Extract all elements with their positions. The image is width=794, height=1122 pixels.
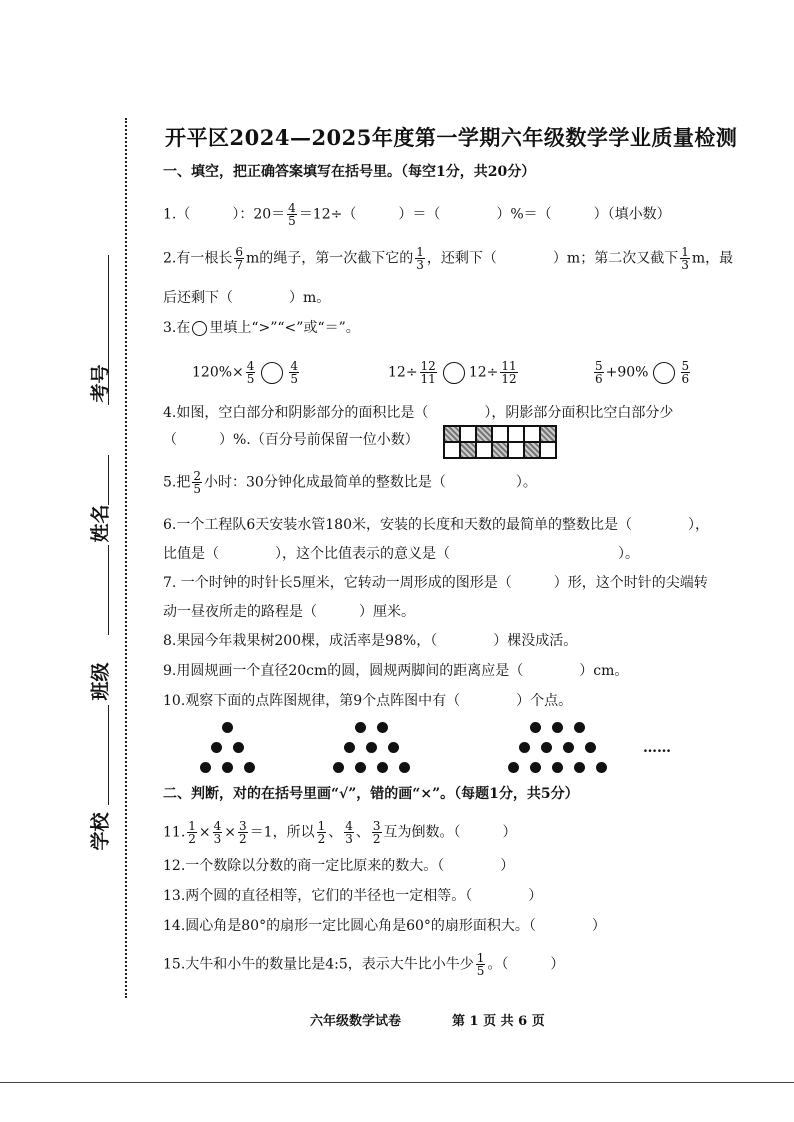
question-1: 1.（ ）：20＝ $\frac{4}{5}$ ＝12÷（ ）＝（ ）%＝（ ）（填小数） [163,201,671,228]
question-14: 14.圆心角是80°的扇形一定比圆心角是60°的扇形面积大。（ ） [163,918,606,934]
question-7-line2: 动一昼夜所走的路程是（ ）厘米。 [163,604,415,620]
question-10: 10.观察下面的点阵图规律，第9个点阵图中有（ ）个点。 [163,693,573,709]
question-12: 12.一个数除以分数的商一定比原来的数大。（ ） [163,858,515,874]
binding-dotted-line [125,118,127,998]
xuexiao-label: 学校 [89,812,112,851]
xingming-label: 姓名 [89,504,112,543]
footer-subject: 六年级数学试卷 [310,1014,402,1029]
fraction: $\frac{6}{7}$ [235,245,243,272]
shaded-grid-figure [443,425,557,459]
compare-circle-1[interactable] [261,362,283,384]
compare-circle-2[interactable] [443,362,465,384]
section1-heading: 一、填空，把正确答案填写在括号里。（每空1分，共20分） [163,164,536,180]
xuexiao-blank-line [108,705,109,805]
banji-label: 班级 [89,662,112,701]
kaohao-label: 考号 [89,364,112,403]
question-3: 3.在 里填上“>”“<”或“＝”。 [163,320,360,336]
question-2: 2.有一根长 $\frac{6}{7}$ m的绳子，第一次截下它的 $\frac{1}{3}$ ，还剩下（ ）m；第二次又截下 $\frac{1}{3}$ m，最 [163,245,734,272]
question-2-line2: 后还剩下（ ）m。 [163,290,331,306]
question-5: 5.把 $\frac{2}{5}$ 小时：30分钟化成最简单的整数比是（ ）。 [163,469,537,496]
question-9: 9.用圆规画一个直径20cm的圆，圆规两脚间的距离应是（ ）cm。 [163,663,629,679]
ellipsis: …… [643,740,671,756]
circle-icon [192,321,207,336]
fraction: $\frac{1}{3}$ [681,245,689,272]
compare-expression-2: 12÷ $\frac{12}{11}$ 12÷ $\frac{11}{12}$ [388,359,517,386]
question-13: 13.两个圆的直径相等，它们的半径也一定相等。（ ） [163,888,543,904]
question-4-line2: （ ）%.（百分号前保留一位小数） [163,432,419,448]
question-4-line1: 4.如图，空白部分和阴影部分的面积比是（ ），阴影部分面积比空白部分少 [163,405,674,421]
question-15: 15.大牛和小牛的数量比是4:5，表示大牛比小牛少 $\frac{1}{5}$ 。（ ） [163,951,565,978]
fraction: $\frac{1}{3}$ [416,245,424,272]
compare-expression-1: 120%× $\frac{4}{5}$ $\frac{4}{5}$ [192,359,299,386]
banji-blank-line [108,545,109,635]
question-6-line1: 6.一个工程队6天安装水管180米，安装的长度和天数的最简单的整数比是（ ）， [163,517,709,533]
compare-circle-3[interactable] [653,362,675,384]
question-6-line2: 比值是（ ），这个比值表示的意义是（ ）。 [163,546,639,562]
fraction: $\frac{4}{5}$ [288,201,296,228]
section2-heading: 二、判断，对的在括号里画“√”，错的画“×”。（每题1分，共5分） [163,786,579,802]
question-11: 11. $\frac{1}{2}$ × $\frac{4}{3}$ × $\frac{3}{2}$ ＝1，所以 $\frac{1}{2}$ 、 $\frac{4}{3}$ 、 $\frac{3}{2}$ 互为倒数。（ ） [163,819,517,846]
question-8: 8.果园今年栽果树200棵，成活率是98%，（ ）棵没成活。 [163,633,578,649]
footer-page-number: 第 1 页 共 6 页 [452,1014,545,1029]
exam-title: 开平区2024—2025年度第一学期六年级数学学业质量检测 [165,125,738,150]
question-7-line1: 7. 一个时钟的时针长5厘米，它转动一周形成的图形是（ ）形，这个时针的尖端转 [163,575,708,591]
compare-expression-3: $\frac{5}{6}$ +90% $\frac{5}{6}$ [595,359,690,386]
bottom-divider [0,1082,794,1083]
xingming-blank-line [108,455,109,505]
